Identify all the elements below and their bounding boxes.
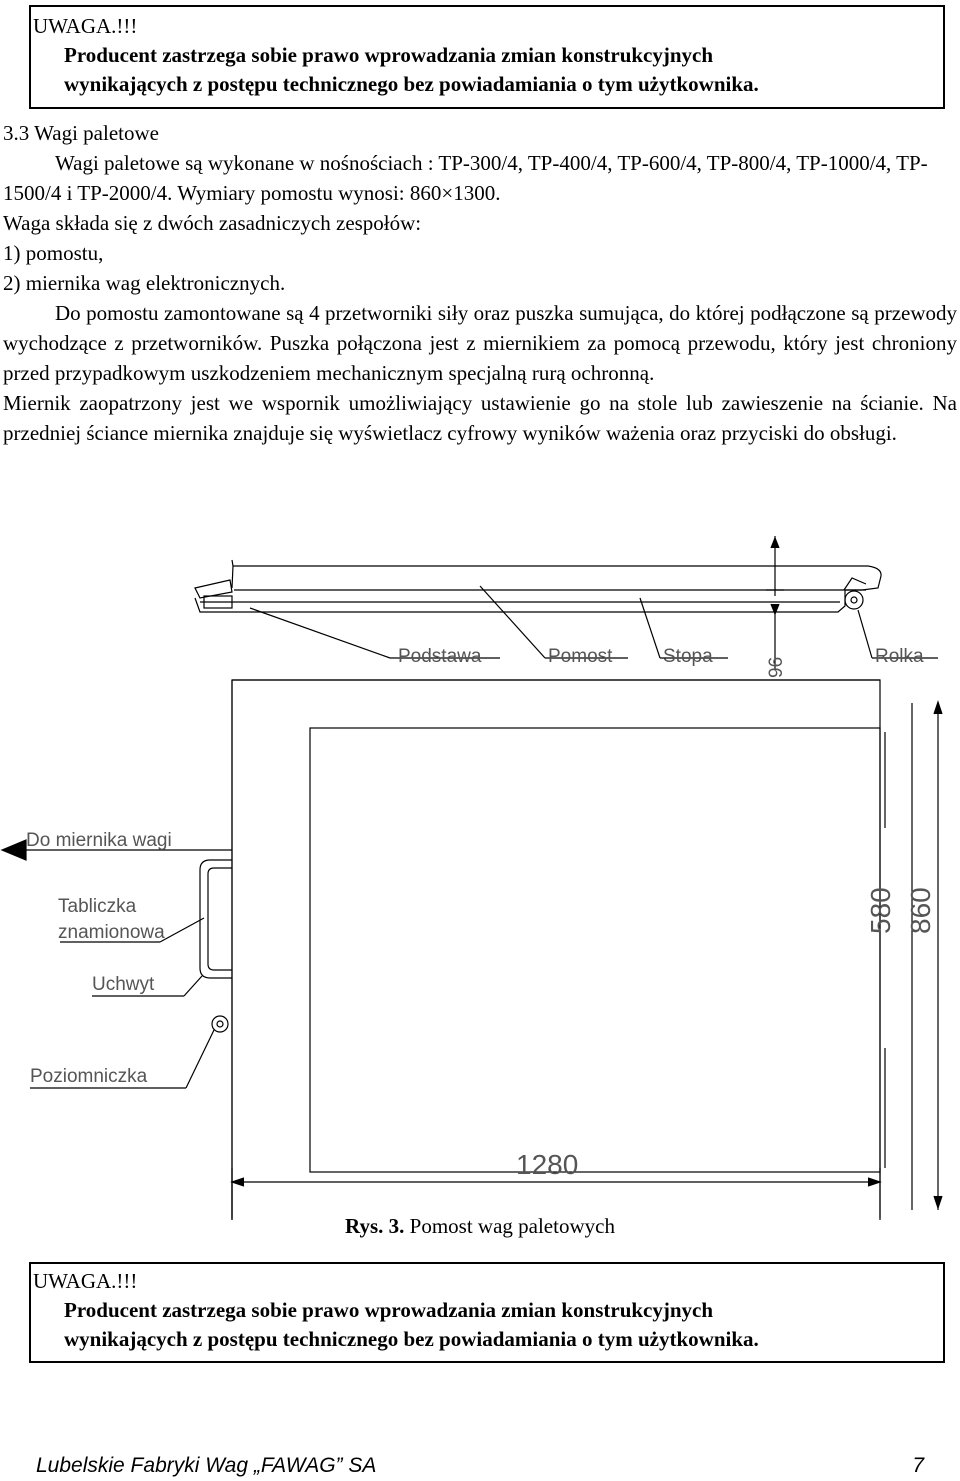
caption-label: Rys. 3. <box>345 1214 405 1238</box>
label-dim-1280: 1280 <box>516 1149 579 1180</box>
label-tabliczka: Tabliczka <box>58 896 137 917</box>
label-dim-96: 96 <box>766 656 787 678</box>
footer-company: Lubelskie Fabryki Wag „FAWAG” SA <box>36 1454 377 1477</box>
label-znamionowa: znamionowa <box>58 922 165 943</box>
section-heading: 3.3 Wagi paletowe <box>3 121 159 145</box>
page-number: 7 <box>912 1454 924 1477</box>
label-rolka: Rolka <box>875 646 924 667</box>
warning-line: Producent zastrzega sobie prawo wprowadzania zmian konstrukcyjnych <box>64 43 714 67</box>
label-stopa: Stopa <box>663 646 713 667</box>
paragraph: Do pomostu zamontowane są 4 przetworniki siły oraz puszka sumująca, do której podłączone są przewody wychodzące z przetworników. Puszka połączona jest z miernikiem za pomocą przewodu, który jest chroniony przed przypadkowym uszkodzeniem mechanicznym specjalną rurą ochronną. <box>3 301 957 385</box>
figure-caption <box>0 1214 960 1239</box>
list-item: 2) miernika wag elektronicznych. <box>3 271 286 295</box>
label-do-miernika: Do miernika wagi <box>26 830 172 851</box>
paragraph: Miernik zaopatrzony jest we wspornik umożliwiający ustawienie go na stole lub zawieszenie na ścianie. Na przedniej ściance miernika znajduje się wyświetlacz cyfrowy wyników ważenia oraz przyciski do obsługi. <box>3 391 957 445</box>
warning-line: Producent zastrzega sobie prawo wprowadzania zmian konstrukcyjnych <box>64 1298 714 1322</box>
label-dim-860: 860 <box>905 887 936 934</box>
section-pallet-scales <box>3 118 957 448</box>
label-pomost: Pomost <box>548 646 613 667</box>
label-dim-580: 580 <box>865 887 896 934</box>
warning-box-top <box>29 5 945 109</box>
paragraph: Wagi paletowe są wykonane w nośnościach : TP-300/4, TP-400/4, TP-600/4, TP-800/4, TP-1000/4, TP-1500/4 i TP-2000/4. Wymiary pomostu wynosi: 860×1300. <box>3 151 928 205</box>
warning-box-bottom <box>29 1262 945 1363</box>
technical-drawing <box>0 528 960 1220</box>
page-footer <box>36 1454 924 1478</box>
warning-line: wynikających z postępu technicznego bez powiadamiania o tym użytkownika. <box>64 1327 759 1351</box>
label-poziomniczka: Poziomniczka <box>30 1066 148 1087</box>
warning-title: UWAGA.!!! <box>33 14 138 38</box>
caption-text: Pomost wag paletowych <box>404 1214 615 1238</box>
warning-line: wynikających z postępu technicznego bez powiadamiania o tym użytkownika. <box>64 72 759 96</box>
paragraph: Waga składa się z dwóch zasadniczych zespołów: <box>3 211 422 235</box>
warning-title: UWAGA.!!! <box>33 1269 138 1293</box>
list-item: 1) pomostu, <box>3 241 104 265</box>
label-podstawa: Podstawa <box>398 646 482 667</box>
label-uchwyt: Uchwyt <box>92 974 155 995</box>
